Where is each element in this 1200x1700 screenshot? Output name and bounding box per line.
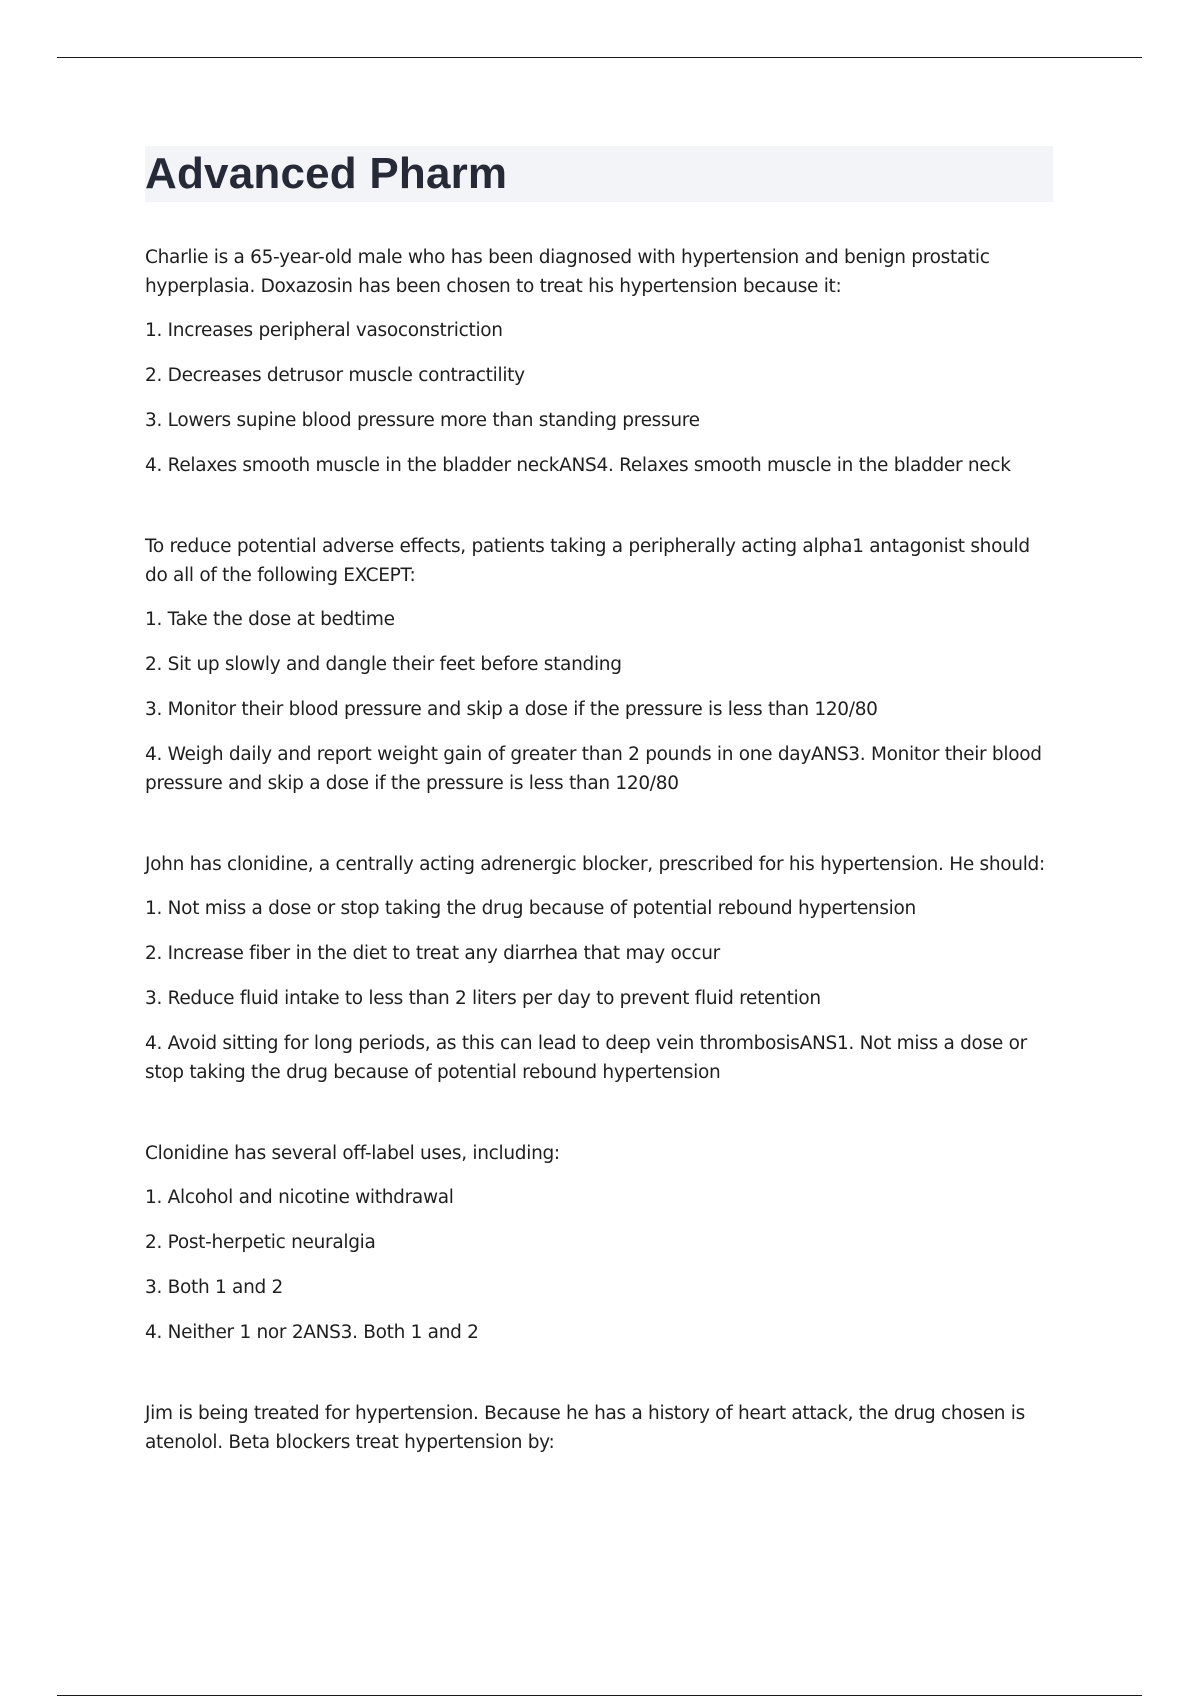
question-text: John has clonidine, a centrally acting adrenergic blocker, prescribed for his hypertension. He should:: [145, 854, 1045, 875]
answer-option: 1. Alcohol and nicotine withdrawal: [145, 1187, 454, 1208]
answer-option: 1. Take the dose at bedtime: [145, 609, 395, 630]
question-block: [145, 850, 1055, 1087]
question-block: [145, 1399, 1055, 1457]
answer-option: 2. Sit up slowly and dangle their feet before standing: [145, 654, 622, 675]
answer-option: 3. Both 1 and 2: [145, 1277, 284, 1298]
question-block: [145, 1139, 1055, 1347]
answer-option: 3. Reduce fluid intake to less than 2 liters per day to prevent fluid retention: [145, 988, 821, 1009]
question-text: Clonidine has several off-label uses, including:: [145, 1143, 560, 1164]
answer-option: 4. Avoid sitting for long periods, as this can lead to deep vein thrombosisANS1. Not miss a dose or stop taking the drug because of potential rebound hypertension: [145, 1033, 1027, 1083]
question-block: [145, 243, 1055, 480]
document-title: Advanced Pharm: [145, 149, 508, 198]
question-text: To reduce potential adverse effects, patients taking a peripherally acting alpha1 antagonist should do all of the following EXCEPT:: [145, 536, 1030, 586]
answer-option: 4. Weigh daily and report weight gain of greater than 2 pounds in one dayANS3. Monitor their blood pressure and skip a dose if the pressure is less than 120/80: [145, 744, 1042, 794]
question-block: [145, 532, 1055, 798]
document-body: [145, 146, 1055, 1509]
answer-option: 3. Monitor their blood pressure and skip a dose if the pressure is less than 120/80: [145, 699, 878, 720]
title-band: [145, 146, 1053, 202]
answer-option: 2. Increase fiber in the diet to treat any diarrhea that may occur: [145, 943, 720, 964]
answer-option: 2. Post-herpetic neuralgia: [145, 1232, 376, 1253]
answer-option: 4. Neither 1 nor 2ANS3. Both 1 and 2: [145, 1322, 479, 1343]
answer-option: 1. Not miss a dose or stop taking the drug because of potential rebound hypertension: [145, 898, 916, 919]
answer-option: 1. Increases peripheral vasoconstriction: [145, 320, 503, 341]
answer-option: 3. Lowers supine blood pressure more than standing pressure: [145, 410, 700, 431]
answer-option: 4. Relaxes smooth muscle in the bladder neckANS4. Relaxes smooth muscle in the bladder neck: [145, 455, 1011, 476]
question-text: Charlie is a 65-year-old male who has been diagnosed with hypertension and benign prostatic hyperplasia. Doxazosin has been chosen to treat his hypertension because it:: [145, 247, 990, 297]
answer-option: 2. Decreases detrusor muscle contractility: [145, 365, 525, 386]
bottom-rule: [57, 1695, 1142, 1696]
question-text: Jim is being treated for hypertension. Because he has a history of heart attack, the drug chosen is atenolol. Beta blockers treat hypertension by:: [145, 1403, 1025, 1453]
top-rule: [57, 57, 1142, 58]
